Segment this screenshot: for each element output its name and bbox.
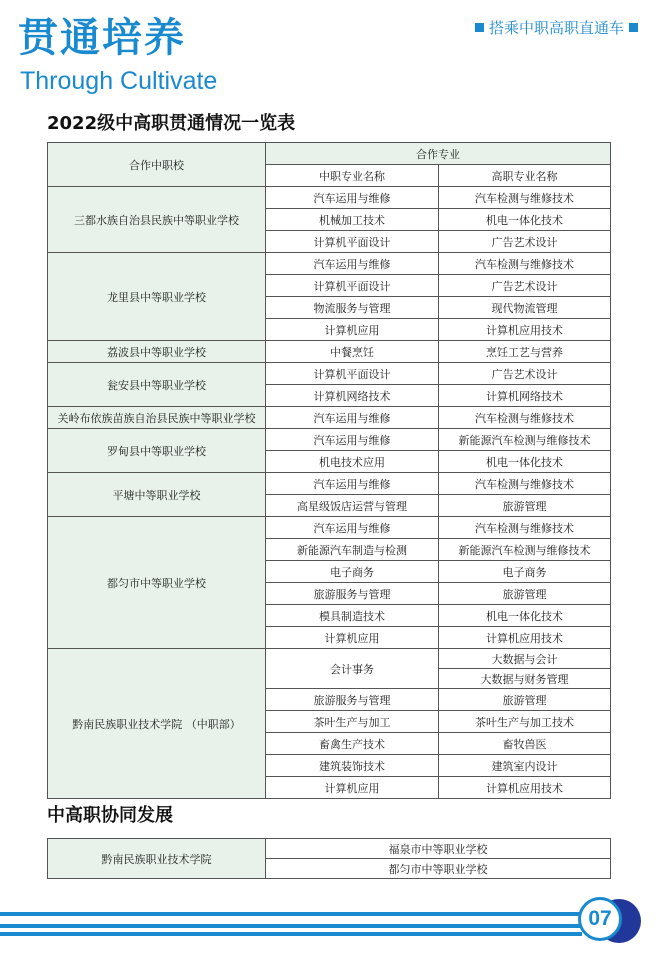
school-name: 平塘中等职业学校 (48, 473, 266, 517)
mid-major: 茶叶生产与加工 (266, 711, 439, 733)
mid-major: 汽车运用与维修 (266, 517, 439, 539)
table-row (48, 649, 611, 669)
high-major: 旅游管理 (439, 495, 611, 517)
table-row (48, 407, 611, 429)
table-row (48, 473, 611, 495)
school-name: 黔南民族职业技术学院 （中职部） (48, 649, 266, 799)
high-major: 机电一体化技术 (439, 451, 611, 473)
mid-major: 汽车运用与维修 (266, 473, 439, 495)
mid-major: 计算机应用 (266, 777, 439, 799)
mid-major: 畜禽生产技术 (266, 733, 439, 755)
page-number: 07 (578, 897, 622, 941)
mid-major: 计算机平面设计 (266, 275, 439, 297)
high-major: 计算机应用技术 (439, 319, 611, 341)
mid-major: 汽车运用与维修 (266, 253, 439, 275)
table-row (48, 363, 611, 385)
mid-major: 机械加工技术 (266, 209, 439, 231)
high-major: 茶叶生产与加工技术 (439, 711, 611, 733)
table-row (48, 429, 611, 451)
high-major: 建筑室内设计 (439, 755, 611, 777)
mid-major: 汽车运用与维修 (266, 407, 439, 429)
high-major: 计算机应用技术 (439, 777, 611, 799)
mid-major: 计算机网络技术 (266, 385, 439, 407)
school-name: 荔波县中等职业学校 (48, 341, 266, 363)
mid-major: 汽车运用与维修 (266, 187, 439, 209)
footer-bar (0, 932, 582, 936)
header-high-major: 高职专业名称 (439, 165, 611, 187)
header-mid-major: 中职专业名称 (266, 165, 439, 187)
mid-major: 计算机应用 (266, 319, 439, 341)
mid-major: 中餐烹饪 (266, 341, 439, 363)
high-major: 汽车检测与维修技术 (439, 407, 611, 429)
mid-major: 旅游服务与管理 (266, 689, 439, 711)
high-major: 机电一体化技术 (439, 209, 611, 231)
mid-major: 建筑装饰技术 (266, 755, 439, 777)
table-row (48, 341, 611, 363)
high-major: 汽车检测与维修技术 (439, 517, 611, 539)
school-name: 罗甸县中等职业学校 (48, 429, 266, 473)
slogan-text: 搭乘中职高职直通车 (488, 19, 624, 37)
mid-major: 电子商务 (266, 561, 439, 583)
high-major: 电子商务 (439, 561, 611, 583)
high-major: 新能源汽车检测与维修技术 (439, 429, 611, 451)
mid-major: 计算机平面设计 (266, 363, 439, 385)
school-name: 三都水族自治县民族中等职业学校 (48, 187, 266, 253)
high-major: 广告艺术设计 (439, 363, 611, 385)
high-major: 广告艺术设计 (439, 231, 611, 253)
high-major: 旅游管理 (439, 583, 611, 605)
high-major: 汽车检测与维修技术 (439, 187, 611, 209)
table-row (48, 517, 611, 539)
collab-right-school: 都匀市中等职业学校 (266, 859, 611, 879)
collab-right-school: 福泉市中等职业学校 (266, 839, 611, 859)
mid-major: 会计事务 (266, 649, 439, 689)
school-name: 瓮安县中等职业学校 (48, 363, 266, 407)
header-partner-school: 合作中职校 (48, 143, 266, 187)
mid-major: 新能源汽车制造与检测 (266, 539, 439, 561)
mid-major: 计算机应用 (266, 627, 439, 649)
table-row (48, 253, 611, 275)
collaboration-table (47, 838, 611, 879)
school-name: 龙里县中等职业学校 (48, 253, 266, 341)
mid-major: 机电技术应用 (266, 451, 439, 473)
mid-major: 汽车运用与维修 (266, 429, 439, 451)
header-slogan (470, 18, 643, 38)
square-bullet-icon (629, 23, 638, 32)
mid-major: 物流服务与管理 (266, 297, 439, 319)
footer-bar (0, 912, 590, 916)
collab-left-school: 黔南民族职业技术学院 (48, 839, 266, 879)
school-name: 关岭布依族苗族自治县民族中等职业学校 (48, 407, 266, 429)
table1-title: 2022级中高职贯通情况一览表 (47, 113, 296, 134)
high-major: 畜牧兽医 (439, 733, 611, 755)
high-major: 计算机应用技术 (439, 627, 611, 649)
high-major: 旅游管理 (439, 689, 611, 711)
high-major: 广告艺术设计 (439, 275, 611, 297)
mid-major: 计算机平面设计 (266, 231, 439, 253)
high-major: 烹饪工艺与营养 (439, 341, 611, 363)
page-title-cn: 贯通培养 (18, 15, 186, 61)
school-name: 都匀市中等职业学校 (48, 517, 266, 649)
high-major: 计算机网络技术 (439, 385, 611, 407)
high-major: 汽车检测与维修技术 (439, 253, 611, 275)
high-major: 现代物流管理 (439, 297, 611, 319)
square-bullet-icon (475, 23, 484, 32)
footer-bar (0, 924, 584, 928)
mid-major: 模具制造技术 (266, 605, 439, 627)
header-partner-major: 合作专业 (266, 143, 611, 165)
high-major: 大数据与会计 (439, 649, 611, 669)
high-major: 汽车检测与维修技术 (439, 473, 611, 495)
table2-title: 中高职协同发展 (47, 805, 173, 826)
high-major: 大数据与财务管理 (439, 669, 611, 689)
page-title-en: Through Cultivate (20, 67, 218, 95)
high-major: 新能源汽车检测与维修技术 (439, 539, 611, 561)
high-major: 机电一体化技术 (439, 605, 611, 627)
table-row (48, 187, 611, 209)
mid-major: 旅游服务与管理 (266, 583, 439, 605)
cooperation-table (47, 142, 611, 799)
mid-major: 高星级饭店运营与管理 (266, 495, 439, 517)
